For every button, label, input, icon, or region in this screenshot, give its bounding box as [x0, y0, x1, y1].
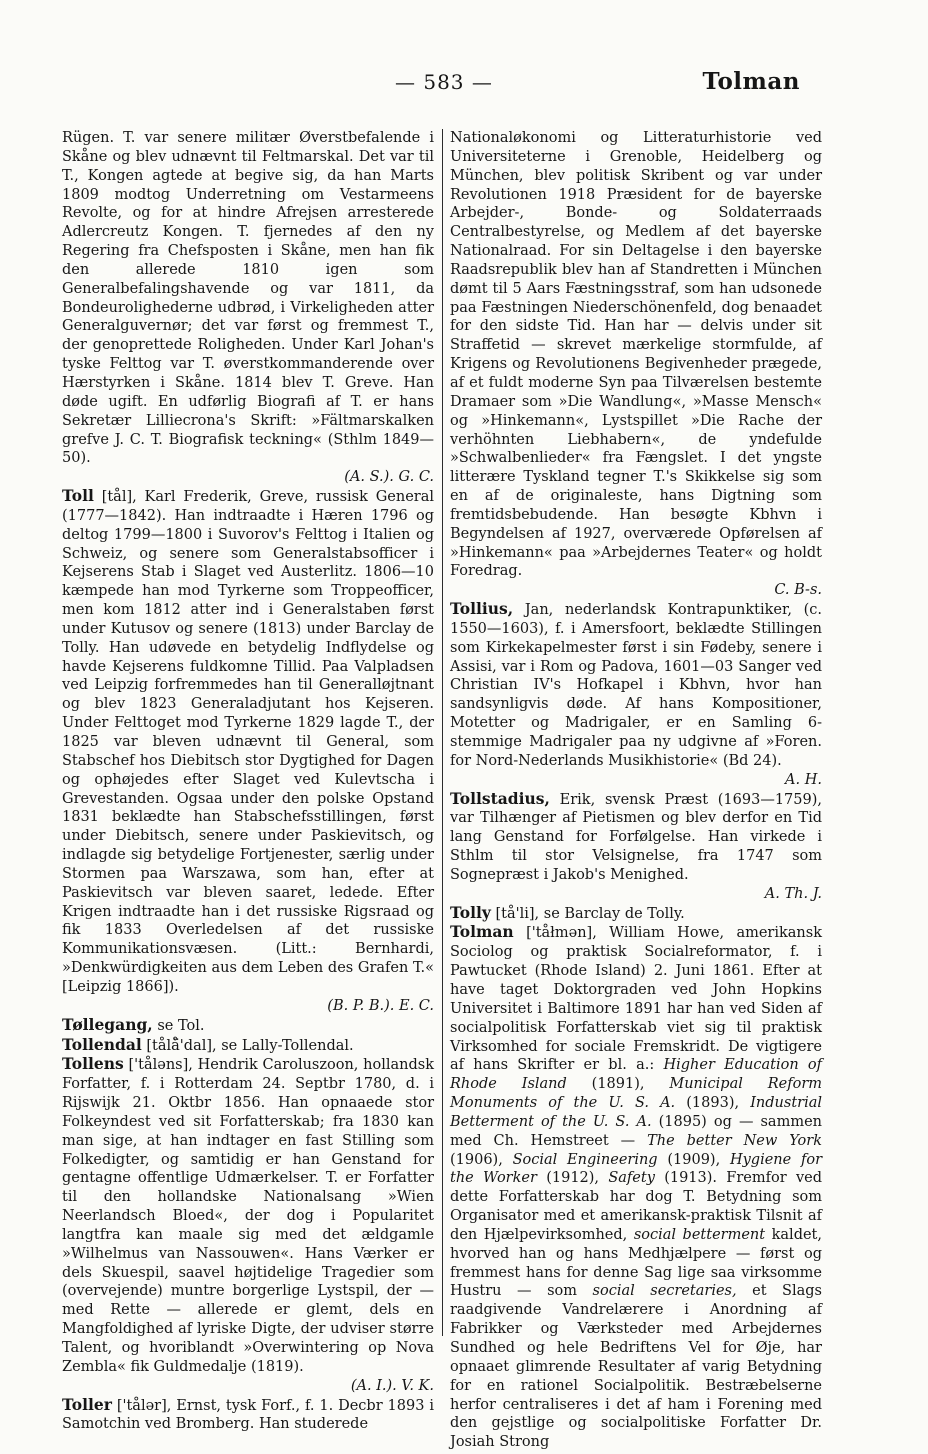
- running-title: Tolman: [702, 68, 800, 95]
- entry-text: [tål], Karl Frederik, Greve, russisk General (1777—1842). Han indtraadte i Hæren 1796 og deltog 1799—1800 i Suvorov's Felttog i Italien og Schweiz, og senere som Generalstabsofficer i Kejserens Stab i Slaget ved Austerlitz. 1806—10 kæmpede han mod Tyrkerne som Troppeofficer, men kom 1812 atter ind i Generalstaben først under Kutusov og senere (1813) under Barclay de Tolly. Han udøvede en betydelig Indflydelse og havde Kejserens fuldkomne Tillid. Paa Valpladsen ved Leipzig forfremmedes han til Generalløjtnant og blev 1823 Generaladjutant hos Kejseren. Under Felttoget mod Tyrkerne 1829 lagde T., der 1825 var bleven udnævnt til General, som Stabschef hos Diebitsch stor Dygtighed for Dagen og ophøjedes efter Slaget ved Kulevtscha i Grevestanden. Ogsaa under den polske Opstand 1831 beklædte han Stabschefsstillingen, først under Diebitsch, senere under Paskievitsch, og indlagde sig betydelige Fortjenester, særlig under Stormen paa Warszawa, som han, efter at Paskievitsch var bleven saaret, ledede. Efter Krigen indtraadte han i det russiske Rigsraad og fik 1833 Overledelsen af det russiske Kommunikationsvæsen. (Litt.: Bernhardi, »Denkwürdigkeiten aus dem Leben des Grafen T.« [Leipzig 1866]).: [62, 489, 434, 995]
- entry-tollstadius: [450, 790, 822, 904]
- headword: Tolly: [450, 902, 491, 922]
- headword: Tøllegang,: [62, 1014, 153, 1034]
- work-year: (1909),: [667, 1151, 721, 1168]
- entry-text: Erik, svensk Præst (1693—1759), var Tilhænger af Pietismen og blev derfor en Tid lang Genstand for Forfølgelse. Han virkede i Sthlm til stor Velsignelse, fra 1747 som Sognepræst i Jakob's Menighed.: [450, 791, 822, 883]
- headword: Tolman: [450, 922, 514, 942]
- work-year: (1912),: [546, 1170, 600, 1187]
- right-column: [450, 129, 822, 1452]
- entry-text: Nationaløkonomi og Litteraturhistorie ved Universiteterne i Grenoble, Heidelberg og München, blev politisk Skribent og var under Revolutionen 1918 Præsident for de bayerske Arbejder-, Bonde- og Soldaterraads Centralbestyrelse, og Medlem af det bayerske Nationalraad. For sin Deltagelse i den bayerske Raadsrepublik blev han af Standretten i München dømt til 5 Aars Fæstningsstraf, som han udsonede paa Fæstningen Niederschönenfeld, dog benaadet for den sidste Tid. Han har — delvis under sit Straffetid — skrevet mærkelige stormfulde, af Krigens og Revolutionens Begivenheder prægede, af et fuldt moderne Syn paa Tilværelsen bestemte Dramaer som »Die Wandlung«, »Masse Mensch« og »Hinkemann«, Lystspillet »Die Rache der verhöhnten Liebhabern«, de yndefulde »Schwalbenlieder« fra Fængslet. I det yngste litterære Tyskland tegner T.'s Skikkelse sig som en af de originaleste, hans Digtning som fremtidsbebudende. Han besøgte Kbhvn i Begyndelsen af 1927, overværede Opførelsen af »Hinkemann« paa »Arbejdernes Teater« og holdt Foredrag.: [450, 130, 822, 580]
- entry-text: [tå'li], se Barclay de Tolly.: [495, 905, 685, 922]
- term: social secretaries,: [592, 1283, 737, 1300]
- entry-text: [tålå̈'dal], se Lally-Tollendal.: [146, 1037, 354, 1054]
- entry-tollens: [62, 1055, 434, 1395]
- entry-tolman: [450, 923, 822, 1452]
- entry-toller: [62, 1396, 434, 1435]
- work-title: The better New York: [647, 1132, 823, 1149]
- entry-text: Rügen. T. var senere militær Øverstbefalende i Skåne og blev udnævnt til Feltmarskal. Det var til T., Kongen agtede at begive sig, da han Marts 1809 modtog Underretning om Vestarmeens Revolte, og for at hindre Afrejsen arresterede Adlercreutz Kongen. T. fjernedes af den ny Regering fra Chefsposten i Skåne, men han fik den allerede 1810 igen som Generalbefalingshavende og var 1811, da Bondeurolighederne udbrød, i Virkeligheden atter Generalguvernør; det var først og fremmest T., der genoprettede Roligheden. Under Karl Johan's tyske Felttog var T. øverstkommanderende over Hærstyrken i Skåne. 1814 blev T. Greve. Han døde ugift. En udførlig Biografi af T. er hans Sekretær Lilliecrona's Skrift: »Fältmarskalken grefve J. C. T. Biografisk teckning« (Sthlm 1849—50).: [62, 130, 434, 467]
- term: social betterment: [633, 1226, 766, 1243]
- entry-tollegang: [62, 1016, 434, 1036]
- entry-signature: (A. S.). G. C.: [344, 469, 434, 486]
- entry-text: (1913). Fremfor ved dette Forfatterskab har dog T. Betydning som Organisator med et amerikansk-praktisk Tilsnit af den Hjælpevirksomhed,: [450, 1170, 823, 1243]
- work-year: (1893),: [686, 1095, 740, 1112]
- work-title: Social Engineering: [512, 1151, 658, 1168]
- headword: Toller: [62, 1394, 112, 1414]
- headword: Tollius,: [450, 599, 514, 619]
- entry-text: ['tålǝr], Ernst, tysk Forf., f. 1. Decbr 1893 i Samotchin ved Bromberg. Han studerede: [62, 1397, 434, 1433]
- entry-text: se Tol.: [157, 1017, 205, 1034]
- work-year: (1895) og — sammen med Ch. Hemstreet —: [450, 1113, 822, 1149]
- entry-rugen-continuation: [62, 129, 434, 487]
- running-head: [0, 70, 928, 102]
- entry-signature: (A. I.). V. K.: [350, 1377, 434, 1394]
- work-title: Industrial Betterment of the U. S. A.: [450, 1095, 823, 1130]
- column-divider: [442, 129, 443, 1336]
- page-number: — 583 —: [395, 70, 493, 94]
- entry-text: kaldet, hvorved han og hans Medhjælpere — først og fremmest hans for denne Sag lige saa virksomme Hustru — som: [450, 1226, 822, 1300]
- entry-tollius: [450, 600, 822, 789]
- entry-toll: [62, 487, 434, 1016]
- work-year: (1891),: [591, 1076, 645, 1093]
- work-title: Higher Education of Rhode Island: [450, 1057, 823, 1093]
- entry-signature: A. H.: [785, 771, 822, 788]
- headword: Tollens: [62, 1054, 124, 1074]
- entry-tolly: [450, 904, 822, 924]
- entry-toller-continuation: [450, 129, 822, 600]
- entry-text: ['tålǝns], Hendrik Caroluszoon, hollandsk Forfatter, f. i Rotterdam 24. Septbr 1780, d. i Rijswijk 21. Oktbr 1856. Han opnaaede stor Folkeyndest ved sit Forfatterskab; fra 1830 kan man sige, at han indtager en fast Stilling som Folkedigter, og samtidig er han Genstand for gentagne offentlige Udmærkelser. T. er Forfatter til den hollandske Nationalsang »Wien Neerlandsch Bloed«, der dog i Popularitet langtfra kan maale sig med det ældgamle »Wilhelmus van Nassouwen«. Hans Værker er dels Skuespil, saavel højtidelige Tragedier som (overvejende) muntre borgerlige Lystspil, der — med Rette — allerede er glemt, dels en Mangfoldighed af lyriske Digte, der udviser større Talent, og hvoriblandt »Overwintering op Nova Zembla« fik Guldmedalje (1819).: [62, 1057, 435, 1375]
- entry-text: et Slags raadgivende Vandrelærere i Anordning af Fabrikker og Værksteder med Arbejdernes Sundhed og hele Bedriftens Vel for Øje, har opnaaet glimrende Resultater af varig Betydning for en rationel Socialpolitik. Bestræbelserne herfor centraliseres i det af ham i Forening med den gejstlige og socialpolitiske Forfatter Dr. Josiah Strong: [450, 1283, 822, 1451]
- work-title: Municipal Reform Monuments of the U. S. A.: [450, 1076, 823, 1112]
- left-column: [62, 129, 434, 1434]
- headword: Toll: [62, 486, 94, 506]
- entry-signature: A. Th. J.: [764, 885, 822, 902]
- work-title: Safety: [608, 1170, 655, 1187]
- entry-text: Jan, nederlandsk Kontrapunktiker, (c. 1550—1603), f. i Amersfoort, beklædte Stillingen som Kirkekapelmester først i sin Fødeby, senere i Assisi, var i Rom og Padova, 1601—03 Sanger ved Christian IV's Hofkapel i Kbhvn, hvor han sandsynligvis døde. Af hans Kompositioner, Motetter og Madrigaler, er en Samling 6-stemmige Madrigaler paa ny udgivne af »Foren. for Nord-Nederlands Musikhistorie« (Bd 24).: [450, 602, 823, 769]
- entry-tollendal: [62, 1036, 434, 1056]
- entry-signature: C. B-s.: [774, 582, 822, 599]
- entry-text: ['tåłmǝn], William Howe, amerikansk Sociolog og praktisk Socialreformator, f. i Pawtucket (Rhode Island) 2. Juni 1861. Efter at have taget Doktorgraden ved John Hopkins Universitet i Baltimore 1891 har han ved Siden af socialpolitisk Forfatterskab viet sig til praktisk Virksomhed for sociale Fremskridt. De vigtigere af hans Skrifter er bl. a.:: [450, 925, 822, 1074]
- headword: Tollendal: [62, 1034, 142, 1054]
- headword: Tollstadius,: [450, 788, 550, 808]
- work-title: Hygiene for the Worker: [450, 1151, 822, 1187]
- entry-signature: (B. P. B.). E. C.: [327, 997, 434, 1014]
- work-year: (1906),: [450, 1151, 503, 1168]
